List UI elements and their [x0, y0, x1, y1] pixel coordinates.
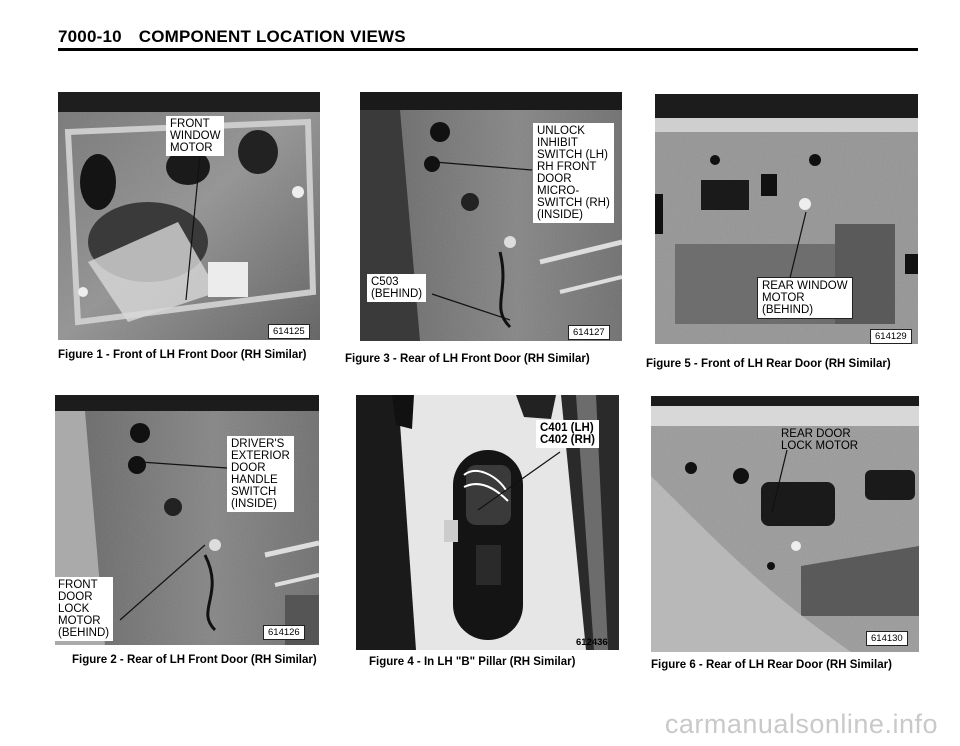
figure-3-label-c503: C503 (BEHIND) — [367, 274, 426, 302]
figure-4-caption: Figure 4 - In LH "B" Pillar (RH Similar) — [369, 656, 576, 668]
figure-3-photo-number: 614127 — [568, 325, 610, 340]
figure-6-caption: Figure 6 - Rear of LH Rear Door (RH Similar) — [651, 659, 892, 671]
figure-5-photo-number: 614129 — [870, 329, 912, 344]
figure-1-label-front-window-motor: FRONT WINDOW MOTOR — [166, 116, 224, 156]
figure-3-label-unlock-inhibit-switch: UNLOCK INHIBIT SWITCH (LH) RH FRONT DOOR MICRO- SWITCH (RH) (INSIDE) — [533, 123, 614, 223]
figure-2-label-drivers-exterior-door-handle-switch: DRIVER'S EXTERIOR DOOR HANDLE SWITCH (INSIDE) — [227, 436, 294, 512]
figure-6-photo-number: 614130 — [866, 631, 908, 646]
figure-5-caption: Figure 5 - Front of LH Rear Door (RH Similar) — [646, 358, 891, 370]
figure-5-label-rear-window-motor: REAR WINDOW MOTOR (BEHIND) — [757, 277, 853, 319]
page-title: COMPONENT LOCATION VIEWS — [138, 27, 406, 46]
page-header — [58, 27, 406, 47]
page-number: 7000-10 — [58, 27, 122, 46]
figure-6-label-rear-door-lock-motor: REAR DOOR LOCK MOTOR — [781, 428, 859, 452]
figure-4-label-c401-c402: C401 (LH) C402 (RH) — [536, 420, 599, 448]
figure-1-photo-number: 614125 — [268, 324, 310, 339]
figure-4-photo-number: 612436 — [576, 637, 608, 648]
watermark: carmanualsonline.info — [664, 709, 938, 739]
figure-3-caption: Figure 3 - Rear of LH Front Door (RH Similar) — [345, 353, 590, 365]
figure-2-photo-number: 614126 — [263, 625, 305, 640]
figure-2-caption: Figure 2 - Rear of LH Front Door (RH Similar) — [72, 654, 317, 666]
header-rule — [58, 48, 918, 51]
figure-1-caption: Figure 1 - Front of LH Front Door (RH Similar) — [58, 349, 307, 361]
figure-2-label-front-door-lock-motor: FRONT DOOR LOCK MOTOR (BEHIND) — [54, 577, 113, 641]
